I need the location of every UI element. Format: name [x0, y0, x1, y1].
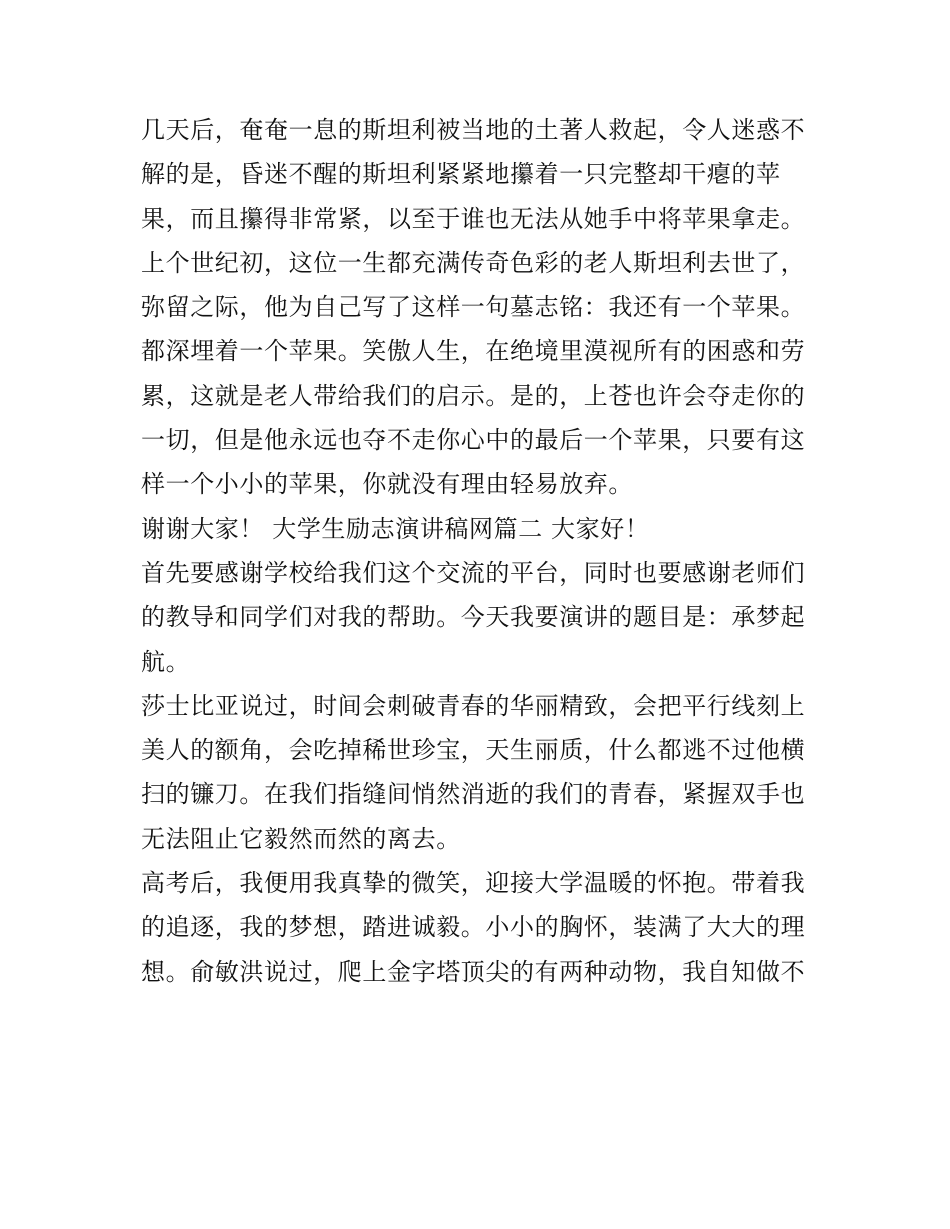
text-line: 弥留之际，他为自己写了这样一句墓志铭：我还有一个苹果。	[141, 293, 806, 322]
text-line: 扫的镰刀。在我们指缝间悄然消逝的我们的青春，紧握双手也	[141, 780, 806, 809]
text-line: 都深埋着一个苹果。笑傲人生，在绝境里漠视所有的困惑和劳	[141, 337, 806, 366]
text-line: 几天后，奄奄一息的斯坦利被当地的土著人救起，令人迷惑不	[141, 116, 806, 144]
text-line: 上个世纪初，这位一生都充满传奇色彩的老人斯坦利去世了，	[141, 248, 806, 277]
text-line: 美人的额角，会吃掉稀世珍宝，天生丽质，什么都逃不过他横	[141, 736, 806, 765]
text-line: 首先要感谢学校给我们这个交流的平台，同时也要感谢老师们	[141, 558, 806, 587]
text-line: 果，而且攥得非常紧，以至于谁也无法从她手中将苹果拿走。	[141, 204, 806, 233]
text-line: 一切，但是他永远也夺不走你心中的最后一个苹果，只要有这	[141, 426, 806, 455]
text-line: 高考后，我便用我真挚的微笑，迎接大学温暖的怀抱。带着我	[141, 869, 806, 898]
text-line: 莎士比亚说过，时间会刺破青春的华丽精致，会把平行线刻上	[141, 691, 806, 720]
text-line: 航。	[141, 647, 191, 676]
text-line: 想。俞敏洪说过，爬上金字塔顶尖的有两种动物，我自知做不	[141, 957, 806, 986]
text-line: 的教导和同学们对我的帮助。今天我要演讲的题目是：承梦起	[141, 603, 806, 632]
text-line: 样一个小小的苹果，你就没有理由轻易放弃。	[141, 470, 633, 499]
document-body	[141, 108, 821, 994]
text-line: 解的是，昏迷不醒的斯坦利紧紧地攥着一只完整却干瘪的苹	[141, 160, 781, 189]
text-line: 的追逐，我的梦想，踏进诚毅。小小的胸怀，装满了大大的理	[141, 913, 806, 942]
text-line: 谢谢大家！ 大学生励志演讲稿网篇二 大家好！	[141, 514, 650, 543]
text-line: 无法阻止它毅然而然的离去。	[141, 824, 461, 853]
text-line: 累，这就是老人带给我们的启示。是的，上苍也许会夺走你的	[141, 381, 806, 410]
